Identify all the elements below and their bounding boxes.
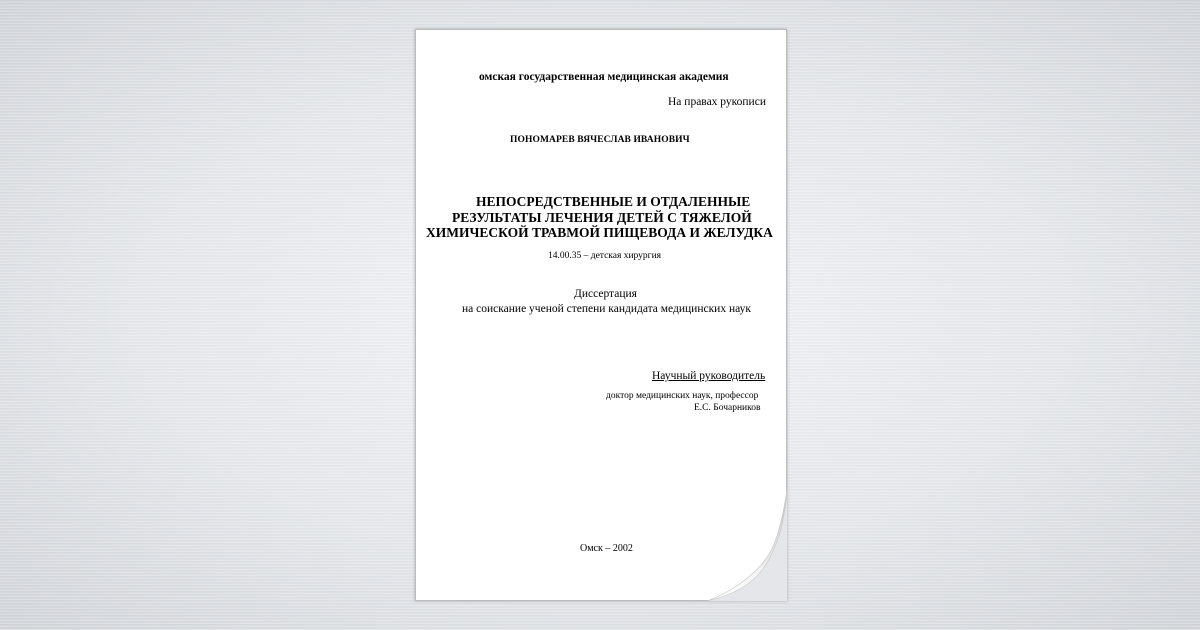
city-year: Омск – 2002 (580, 543, 633, 554)
manuscript-rights: На правах рукописи (668, 96, 766, 108)
title-line-2: РЕЗУЛЬТАТЫ ЛЕЧЕНИЯ ДЕТЕЙ С ТЯЖЕЛОЙ (452, 209, 752, 225)
title-line-3: ХИМИЧЕСКОЙ ТРАВМОЙ ПИЩЕВОДА И ЖЕЛУДКА (426, 225, 773, 240)
author-name: ПОНОМАРЕВ ВЯЧЕСЛАВ ИВАНОВИЧ (510, 135, 690, 145)
document-page (415, 29, 787, 601)
degree-description: на соискание ученой степени кандидата медицинских наук (462, 303, 751, 315)
academy-name: омская государственная медицинская академия (479, 71, 729, 83)
title-line-1: НЕПОСРЕДСТВЕННЫЕ И ОТДАЛЕННЫЕ (476, 194, 751, 209)
document-type: Диссертация (574, 288, 637, 300)
dissertation-title (416, 194, 788, 241)
page-curl (707, 489, 787, 601)
supervisor-title: доктор медицинских наук, профессор (606, 391, 759, 401)
supervisor-label: Научный руководитель (652, 370, 766, 382)
specialty-code: 14.00.35 – детская хирургия (548, 251, 662, 261)
supervisor-name: Е.С. Бочарников (694, 403, 761, 413)
